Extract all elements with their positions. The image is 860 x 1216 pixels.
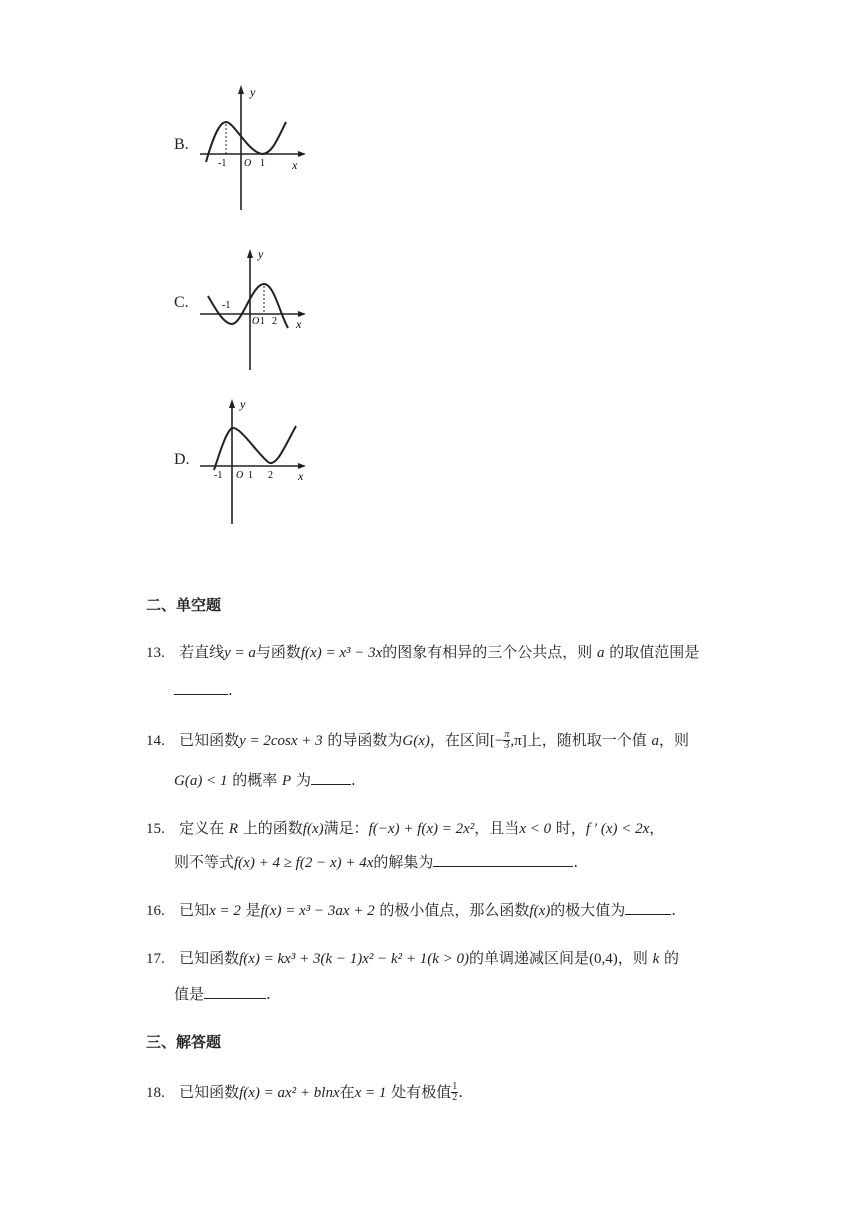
question-number: 13. — [146, 645, 165, 661]
text: 的单调递减区间是 — [469, 949, 590, 967]
text: 的概率 — [227, 771, 282, 789]
period: . — [228, 681, 233, 699]
math: a — [651, 733, 660, 749]
y-label: y — [240, 397, 246, 411]
question-17-line2 — [174, 984, 271, 1004]
text: 为 — [291, 771, 311, 789]
math: f(−x) + f(x) = 2x² — [368, 821, 475, 837]
period: . — [671, 901, 677, 919]
answer-blank[interactable] — [174, 680, 228, 695]
option-c-graph — [198, 244, 310, 372]
question-number: 14. — [146, 733, 165, 749]
tick-label: -1 — [218, 158, 227, 169]
question-15 — [146, 818, 664, 839]
origin-label: O — [252, 316, 260, 327]
math: R — [228, 821, 239, 837]
math: f(x) = x³ − 3ax + 2 — [260, 903, 375, 919]
period: . — [458, 1083, 463, 1101]
numerator: 1 — [452, 1081, 458, 1092]
answer-blank[interactable] — [204, 984, 266, 999]
text: 的极大值为 — [550, 901, 626, 919]
origin-label: O — [244, 158, 252, 169]
math: (0,4) — [589, 951, 618, 967]
period: . — [573, 853, 579, 871]
curve — [214, 426, 296, 470]
math: f(x) — [302, 821, 324, 837]
text: 的导函数为 — [322, 731, 403, 749]
math: f(x) = kx³ + 3(k − 1)x² − k² + 1(k > 0) — [239, 951, 470, 967]
math: f(x) + 4 ≥ f(2 − x) + 4x — [234, 855, 374, 871]
text: 时， — [551, 819, 586, 837]
text: 已知 — [179, 901, 210, 919]
tick-label: 2 — [268, 470, 273, 481]
tick-label: 2 — [272, 316, 277, 327]
question-number: 18. — [146, 1085, 165, 1101]
answer-line-13 — [174, 680, 233, 700]
text: 与函数 — [255, 643, 301, 661]
option-d-label: D. — [174, 451, 190, 468]
x-label: x — [296, 317, 302, 331]
origin-label: O — [236, 470, 244, 481]
option-b-label: B. — [174, 136, 189, 153]
math: [− — [489, 733, 504, 749]
text: ，则 — [617, 949, 653, 967]
text: 若直线 — [179, 643, 225, 661]
denominator: 2 — [452, 1092, 458, 1103]
tick-label: -1 — [214, 470, 223, 481]
text: ，在区间 — [429, 731, 490, 749]
text: 的图象有相异的三个公共点，则 — [382, 643, 598, 661]
text: 定义在 — [179, 819, 229, 837]
curve — [206, 122, 286, 162]
y-label: y — [258, 247, 264, 261]
text: 上的函数 — [238, 819, 303, 837]
text: 已知函数 — [179, 949, 240, 967]
period: . — [266, 985, 271, 1003]
math: x = 1 — [354, 1085, 387, 1101]
question-17 — [146, 948, 679, 969]
text: ， — [649, 819, 665, 837]
numerator: π — [504, 729, 510, 740]
y-axis-arrow — [238, 85, 244, 94]
text: 的解集为 — [373, 853, 434, 871]
question-16 — [146, 900, 676, 921]
math: G(a) < 1 — [174, 773, 228, 789]
math: f(x) = x³ − 3x — [300, 645, 383, 661]
tick-label: 1 — [260, 316, 265, 327]
option-d-graph — [198, 392, 310, 528]
text: 的 — [659, 949, 680, 967]
question-13 — [146, 642, 699, 663]
math: f ′ (x) < 2x — [585, 821, 650, 837]
question-number: 16. — [146, 903, 165, 919]
section-heading-answer: 三、解答题 — [146, 1033, 222, 1051]
tick-label: -1 — [222, 300, 231, 311]
text: ，则 — [659, 731, 690, 749]
math: y = 2cosx + 3 — [239, 733, 323, 749]
math: P — [282, 773, 292, 789]
question-number: 17. — [146, 951, 165, 967]
y-axis-arrow — [247, 249, 253, 258]
math: a — [597, 645, 605, 661]
x-label: x — [298, 469, 304, 483]
math: f(x) = ax² + blnx — [239, 1085, 340, 1101]
tick-label: 1 — [260, 158, 265, 169]
text: ，且当 — [474, 819, 520, 837]
question-15-line2 — [174, 852, 578, 873]
text: 满足： — [323, 819, 369, 837]
answer-blank[interactable] — [433, 852, 573, 867]
text: 则不等式 — [174, 853, 235, 871]
answer-blank[interactable] — [625, 900, 671, 915]
y-axis-arrow — [229, 399, 235, 408]
text: 在 — [339, 1083, 355, 1101]
math: y = a — [224, 645, 256, 661]
answer-blank[interactable] — [311, 770, 351, 785]
question-14-line2 — [174, 770, 356, 791]
text: 的取值范围是 — [604, 643, 700, 661]
question-18 — [146, 1082, 463, 1103]
y-label: y — [250, 85, 256, 99]
text: 已知函数 — [179, 731, 240, 749]
option-b-graph — [198, 82, 308, 214]
section-heading-fill-blank: 二、单空题 — [146, 596, 222, 614]
math: x < 0 — [519, 821, 552, 837]
math: k — [652, 951, 660, 967]
text: 已知函数 — [179, 1083, 240, 1101]
text: 是 — [240, 901, 261, 919]
math: x = 2 — [209, 903, 241, 919]
math: G(x) — [402, 733, 430, 749]
x-label: x — [292, 158, 298, 172]
math: f(x) — [529, 903, 551, 919]
question-number: 15. — [146, 821, 165, 837]
text: 处有极值 — [386, 1083, 452, 1101]
option-c-label: C. — [174, 294, 189, 311]
math: ,π] — [510, 733, 527, 749]
tick-label: 1 — [248, 470, 253, 481]
denominator: 3 — [504, 740, 510, 751]
text: 值是 — [174, 985, 205, 1003]
question-14 — [146, 730, 689, 751]
text: 上，随机取一个值 — [526, 731, 652, 749]
x-axis-arrow — [298, 151, 306, 157]
text: 的极小值点，那么函数 — [374, 901, 530, 919]
period: . — [350, 771, 356, 789]
